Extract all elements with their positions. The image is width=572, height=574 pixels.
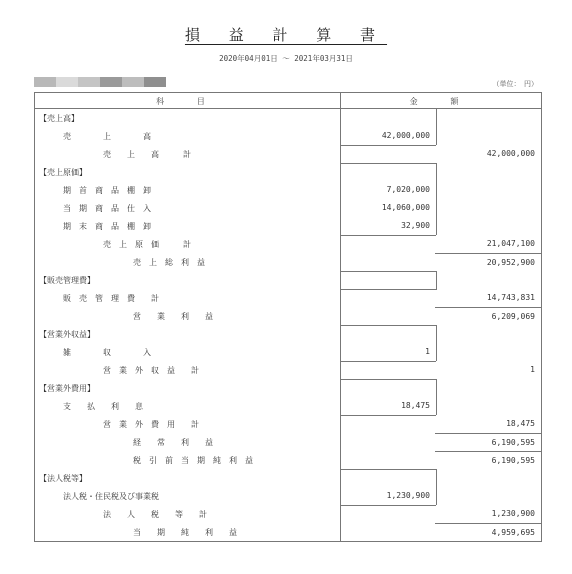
table-row bbox=[35, 289, 541, 307]
redaction-block bbox=[78, 77, 100, 87]
detail-amount-cell bbox=[340, 289, 436, 308]
table-row bbox=[35, 505, 541, 523]
account-label: 営 業 利 益 bbox=[133, 312, 213, 321]
total-amount-cell bbox=[435, 271, 541, 289]
account-label: 【売上原価】 bbox=[39, 168, 87, 177]
redaction-block bbox=[100, 77, 122, 87]
period-range: 2020年04月01日 ～ 2021年03月31日 bbox=[219, 54, 353, 63]
detail-amount-cell bbox=[340, 397, 437, 415]
total-amount-cell bbox=[435, 433, 541, 452]
account-label: 売 上 高 計 bbox=[103, 150, 191, 159]
total-amount-cell bbox=[435, 379, 541, 397]
total-amount: 14,743,831 bbox=[486, 293, 535, 302]
table-row bbox=[35, 415, 541, 433]
account-label: 【販売管理費】 bbox=[39, 276, 95, 285]
table-row bbox=[35, 343, 541, 361]
detail-amount-cell bbox=[340, 325, 437, 344]
detail-amount-cell bbox=[340, 361, 436, 380]
detail-amount-cell bbox=[340, 487, 437, 505]
section-heading bbox=[35, 271, 541, 289]
detail-amount: 1,230,900 bbox=[386, 491, 430, 500]
detail-amount: 7,020,000 bbox=[386, 185, 430, 194]
account-label: 法人税・住民税及び事業税 bbox=[63, 492, 159, 501]
section-heading bbox=[35, 379, 541, 397]
total-amount: 6,190,595 bbox=[491, 456, 535, 465]
table-row bbox=[35, 433, 541, 451]
unit-label: （単位： 円） bbox=[492, 80, 538, 88]
account-label: 【営業外費用】 bbox=[39, 384, 95, 393]
total-amount: 1,230,900 bbox=[491, 509, 535, 518]
account-label: 期 首 商 品 棚 卸 bbox=[63, 186, 151, 195]
redaction-block bbox=[34, 77, 56, 87]
total-amount-cell bbox=[435, 343, 541, 361]
total-amount-cell bbox=[435, 451, 541, 470]
total-amount-cell bbox=[435, 163, 541, 181]
detail-amount-cell bbox=[340, 307, 436, 325]
total-amount-cell bbox=[435, 145, 541, 163]
total-amount-cell bbox=[435, 415, 541, 433]
redacted-company-name bbox=[34, 77, 169, 87]
detail-amount-cell bbox=[340, 505, 436, 524]
total-amount-cell bbox=[435, 505, 541, 523]
account-label: 売 上 高 bbox=[63, 132, 151, 141]
detail-amount-cell bbox=[340, 235, 436, 254]
account-label: 【法人税等】 bbox=[39, 474, 87, 483]
table-row bbox=[35, 181, 541, 199]
page-title: 損 益 計 算 書 bbox=[184, 26, 388, 44]
account-label: 期 末 商 品 棚 卸 bbox=[63, 222, 151, 231]
total-amount-cell bbox=[435, 217, 541, 235]
total-amount-cell bbox=[435, 325, 541, 343]
total-amount-cell bbox=[435, 253, 541, 272]
total-amount: 21,047,100 bbox=[486, 239, 535, 248]
detail-amount-cell bbox=[340, 469, 437, 488]
header-account: 科 目 bbox=[156, 97, 219, 106]
account-label: 販 売 管 理 費 計 bbox=[63, 294, 159, 303]
detail-amount-cell bbox=[340, 163, 437, 182]
account-label: 経 常 利 益 bbox=[133, 438, 213, 447]
account-label: 営 業 外 収 益 計 bbox=[103, 366, 199, 375]
table-header bbox=[35, 93, 541, 109]
header-amount: 金 額 bbox=[409, 97, 473, 106]
total-amount-cell bbox=[435, 487, 541, 505]
account-label: 売 上 原 価 計 bbox=[103, 240, 191, 249]
account-label: 【売上高】 bbox=[39, 114, 79, 123]
account-label: 法 人 税 等 計 bbox=[103, 510, 207, 519]
account-label: 税 引 前 当 期 純 利 益 bbox=[133, 456, 253, 465]
redaction-block bbox=[56, 77, 78, 87]
total-amount: 4,959,695 bbox=[491, 528, 535, 537]
section-heading bbox=[35, 469, 541, 487]
account-label: 営 業 外 費 用 計 bbox=[103, 420, 199, 429]
table-row bbox=[35, 199, 541, 217]
detail-amount-cell bbox=[340, 109, 437, 127]
section-heading bbox=[35, 109, 541, 127]
detail-amount: 32,900 bbox=[401, 221, 430, 230]
total-amount-cell bbox=[435, 523, 541, 542]
detail-amount-cell bbox=[340, 253, 436, 271]
account-label: 雑 収 入 bbox=[63, 348, 151, 357]
detail-amount-cell bbox=[340, 217, 437, 235]
total-amount: 6,190,595 bbox=[491, 438, 535, 447]
table-row bbox=[35, 487, 541, 505]
total-amount: 42,000,000 bbox=[486, 149, 535, 158]
total-amount-cell bbox=[435, 235, 541, 253]
section-heading bbox=[35, 163, 541, 181]
table-row bbox=[35, 451, 541, 469]
detail-amount: 14,060,000 bbox=[381, 203, 430, 212]
total-amount-cell bbox=[435, 109, 541, 127]
table-row bbox=[35, 523, 541, 541]
account-label: 売 上 総 利 益 bbox=[133, 258, 205, 267]
redaction-block bbox=[144, 77, 166, 87]
detail-amount-cell bbox=[340, 199, 437, 217]
detail-amount-cell bbox=[340, 127, 437, 145]
total-amount-cell bbox=[435, 469, 541, 487]
total-amount: 18,475 bbox=[506, 419, 535, 428]
detail-amount-cell bbox=[340, 379, 437, 398]
total-amount: 20,952,900 bbox=[486, 258, 535, 267]
detail-amount-cell bbox=[340, 451, 436, 469]
table-row bbox=[35, 361, 541, 379]
detail-amount: 18,475 bbox=[401, 401, 430, 410]
total-amount-cell bbox=[435, 397, 541, 415]
total-amount-cell bbox=[435, 199, 541, 217]
table-row bbox=[35, 217, 541, 235]
total-amount-cell bbox=[435, 361, 541, 379]
redaction-block bbox=[122, 77, 144, 87]
income-statement-table bbox=[34, 92, 542, 542]
detail-amount-cell bbox=[340, 523, 436, 541]
table-row bbox=[35, 145, 541, 163]
total-amount-cell bbox=[435, 307, 541, 326]
total-amount-cell bbox=[435, 181, 541, 199]
total-amount: 1 bbox=[530, 365, 535, 374]
section-heading bbox=[35, 325, 541, 343]
table-row bbox=[35, 307, 541, 325]
total-amount: 6,209,069 bbox=[491, 312, 535, 321]
detail-amount-cell bbox=[340, 181, 437, 199]
table-row bbox=[35, 397, 541, 415]
account-label: 当 期 純 利 益 bbox=[133, 528, 237, 537]
total-amount-cell bbox=[435, 289, 541, 307]
table-row bbox=[35, 127, 541, 145]
detail-amount: 42,000,000 bbox=[381, 131, 430, 140]
table-body bbox=[35, 109, 541, 541]
table-row bbox=[35, 253, 541, 271]
detail-amount-cell bbox=[340, 343, 437, 361]
detail-amount-cell bbox=[340, 415, 436, 434]
table-row bbox=[35, 235, 541, 253]
account-label: 【営業外収益】 bbox=[39, 330, 95, 339]
detail-amount-cell bbox=[340, 145, 436, 164]
account-label: 当 期 商 品 仕 入 bbox=[63, 204, 151, 213]
account-label: 支 払 利 息 bbox=[63, 402, 143, 411]
detail-amount-cell bbox=[340, 433, 436, 451]
detail-amount-cell bbox=[340, 271, 437, 290]
total-amount-cell bbox=[435, 127, 541, 145]
detail-amount: 1 bbox=[425, 347, 430, 356]
